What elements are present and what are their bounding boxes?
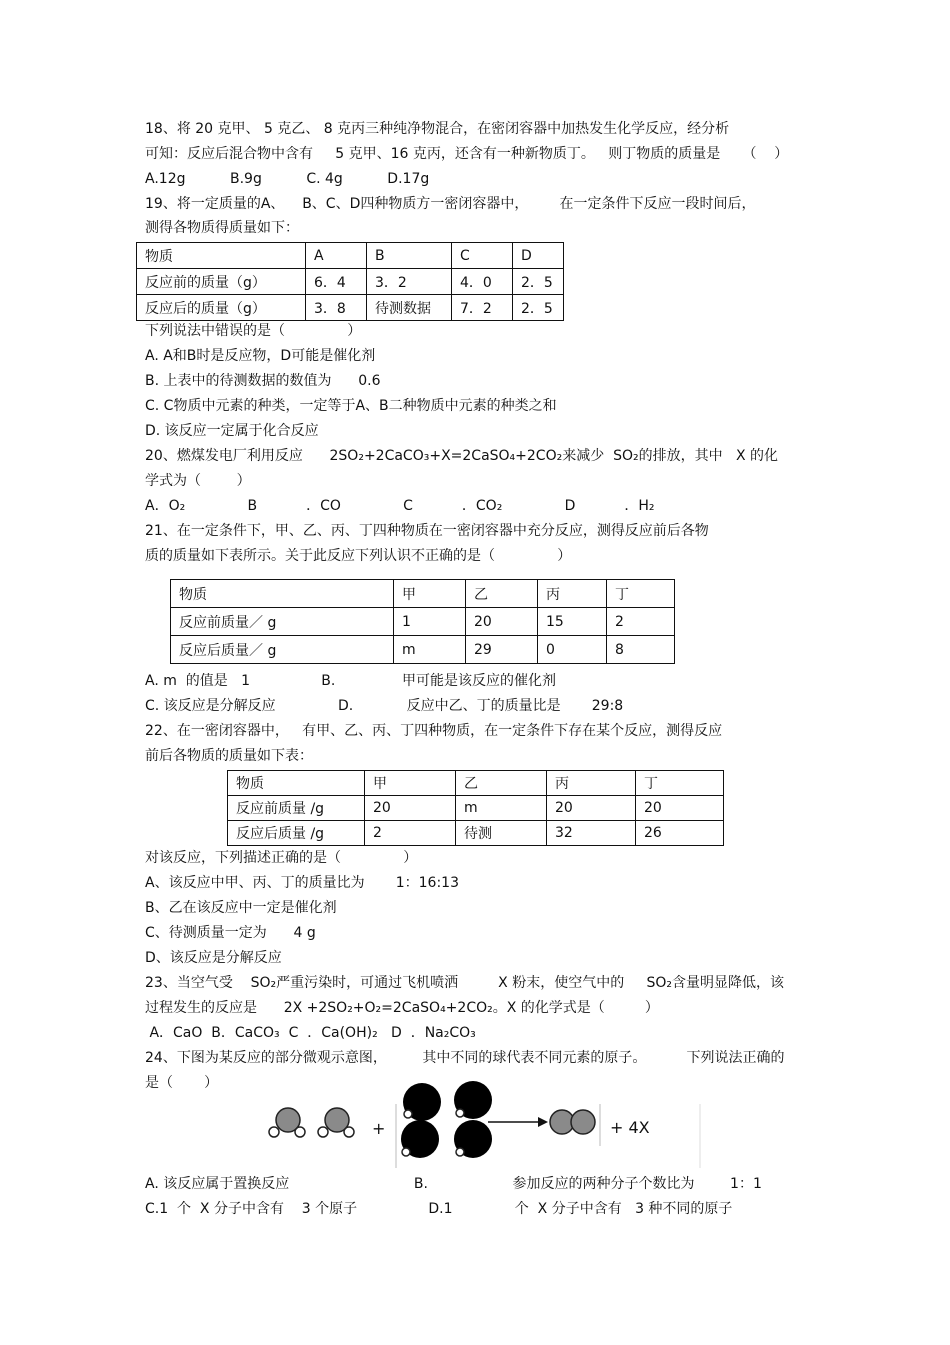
q19-line2: 测得各物质得质量如下： (145, 220, 299, 236)
table-cell: 20 (365, 796, 456, 821)
table-cell: 丙 (547, 771, 636, 796)
q22-line1: 22、在一密闭容器中， 有甲、乙、丙、丁四种物质，在一定条件下存在某个反应，测得反应 (145, 723, 723, 739)
table-cell: 29 (466, 636, 538, 664)
q24-options-ab: A. 该反应属于置换反应 B. 参加反应的两种分子个数比为 1：1 (145, 1176, 762, 1192)
table-cell: 1 (394, 608, 466, 636)
product-label: + 4X (610, 1118, 650, 1137)
q22-option-d: D、该反应是分解反应 (145, 950, 282, 966)
q19-option-d: D. 该反应一定属于化合反应 (145, 423, 319, 439)
q21-line2: 质的质量如下表所示。关于此反应下列认识不正确的是（ ） (145, 548, 572, 564)
plus-sign: + (372, 1119, 386, 1138)
q19-prompt: 下列说法中错误的是（ ） (145, 323, 362, 339)
product-molecule (550, 1110, 595, 1134)
q22-option-c: C、待测质量一定为 4 g (145, 925, 316, 941)
table-cell: 8 (607, 636, 675, 664)
q19-option-b: B. 上表中的待测数据的数值为 0.6 (145, 373, 381, 389)
table-row (137, 269, 564, 295)
q22-option-a: A、该反应中甲、丙、丁的质量比为 1：16:13 (145, 875, 459, 891)
table-row (137, 243, 564, 269)
table-cell: 待测数据 (367, 295, 452, 321)
q19-option-a: A. A和B时是反应物，D可能是催化剂 (145, 348, 376, 364)
table-cell: 反应前质量 /g (228, 796, 365, 821)
table-cell: 32 (547, 821, 636, 846)
table-cell: 0 (538, 636, 607, 664)
q22-prompt: 对该反应，下列描述正确的是（ ） (145, 850, 418, 866)
table-cell: A (306, 243, 367, 269)
reactant-molecule-6 (454, 1120, 492, 1158)
table-cell: 反应后质量／ g (171, 636, 394, 664)
table-row (171, 580, 675, 608)
reactant-molecule-5 (401, 1120, 439, 1158)
table-cell: 物质 (171, 580, 394, 608)
table-cell: 甲 (365, 771, 456, 796)
table-cell: 物质 (228, 771, 365, 796)
table-row (171, 636, 675, 664)
reactant-molecule-1 (269, 1108, 305, 1137)
table-cell: 3．8 (306, 295, 367, 321)
q21-line1: 21、在一定条件下，甲、乙、丙、丁四种物质在一密闭容器中充分反应，测得反应前后各物 (145, 523, 709, 539)
table-row (228, 771, 724, 796)
q19-option-c: C. C物质中元素的种类，一定等于A、B二种物质中元素的种类之和 (145, 398, 557, 414)
table-row (171, 608, 675, 636)
table-cell: 20 (466, 608, 538, 636)
q22-line2: 前后各物质的质量如下表： (145, 748, 313, 764)
q21-options-ab: A. m 的值是 1 B. 甲可能是该反应的催化剂 (145, 673, 557, 689)
table-cell: 反应后质量 /g (228, 821, 365, 846)
q18-options: A.12g B.9g C. 4g D.17g (145, 171, 430, 187)
q24-options-cd: C.1 个 X 分子中含有 3 个原子 D.1 个 X 分子中含有 3 种不同的原子 (145, 1201, 733, 1217)
table-cell: 4．0 (452, 269, 513, 295)
q21-table (170, 579, 675, 664)
table-cell: m (394, 636, 466, 664)
table-cell: 反应前的质量（g） (137, 269, 306, 295)
table-cell: m (456, 796, 547, 821)
q18-line2: 可知：反应后混合物中含有 5 克甲、16 克丙，还含有一种新物质丁。 则丁物质的质量是 （ ） (145, 146, 789, 162)
table-cell: 2 (365, 821, 456, 846)
table-cell: 6．4 (306, 269, 367, 295)
table-cell: 丁 (607, 580, 675, 608)
table-row (228, 821, 724, 846)
q23-options: A．CaO B．CaCO₃ C ．Ca(OH)₂ D ．Na₂CO₃ (145, 1025, 476, 1041)
table-cell: 乙 (456, 771, 547, 796)
table-cell: 20 (547, 796, 636, 821)
q22-option-b: B、乙在该反应中一定是催化剂 (145, 900, 337, 916)
q23-line1: 23、当空气受 SO₂严重污染时，可通过飞机喷洒 X 粉末，使空气中的 SO₂含量明显降低，该 (145, 975, 784, 991)
table-cell: 待测 (456, 821, 547, 846)
q20-line2: 学式为（ ） (145, 473, 251, 489)
table-cell: D (513, 243, 564, 269)
table-cell: 7．2 (452, 295, 513, 321)
table-cell: 15 (538, 608, 607, 636)
q21-options-cd: C. 该反应是分解反应 D. 反应中乙、丁的质量比是 29:8 (145, 698, 624, 714)
table-cell: 20 (636, 796, 724, 821)
q19-line1: 19、将一定质量的A、 B、C、D四种物质方一密闭容器中， 在一定条件下反应一段时间后， (145, 196, 756, 212)
q20-options: A．O₂ B ．CO C ．CO₂ D ．H₂ (145, 498, 655, 514)
table-cell: 乙 (466, 580, 538, 608)
q19-table (136, 242, 564, 321)
q24-line2: 是（ ） (145, 1075, 219, 1091)
table-cell: 丁 (636, 771, 724, 796)
table-cell: 26 (636, 821, 724, 846)
table-cell: 丙 (538, 580, 607, 608)
table-cell: 3．2 (367, 269, 452, 295)
q18-line1: 18、将 20 克甲、 5 克乙、 8 克丙三种纯净物混合，在密闭容器中加热发生化学反应，经分析 (145, 121, 730, 137)
table-cell: 物质 (137, 243, 306, 269)
table-cell: 2．5 (513, 269, 564, 295)
reactant-molecule-4 (454, 1081, 492, 1119)
table-cell: 反应前质量／ g (171, 608, 394, 636)
table-cell: 2．5 (513, 295, 564, 321)
reactant-molecule-3 (403, 1083, 441, 1121)
table-row (228, 796, 724, 821)
table-row (137, 295, 564, 321)
q24-line1: 24、下图为某反应的部分微观示意图， 其中不同的球代表不同元素的原子。 下列说法正确的 (145, 1050, 785, 1066)
q23-line2: 过程发生的反应是 2X +2SO₂+O₂=2CaSO₄+2CO₂。X 的化学式是（ ） (145, 1000, 659, 1016)
table-cell: 反应后的质量（g） (137, 295, 306, 321)
reactant-molecule-2 (318, 1108, 354, 1137)
q20-line1: 20、燃煤发电厂利用反应 2SO₂+2CaCO₃+X=2CaSO₄+2CO₂来减少 SO₂的排放，其中 X 的化 (145, 448, 779, 464)
arrow-icon (488, 1117, 548, 1127)
table-cell: C (452, 243, 513, 269)
table-cell: 2 (607, 608, 675, 636)
q22-table (227, 770, 724, 846)
reaction-diagram (260, 1080, 710, 1170)
table-cell: 甲 (394, 580, 466, 608)
table-cell: B (367, 243, 452, 269)
